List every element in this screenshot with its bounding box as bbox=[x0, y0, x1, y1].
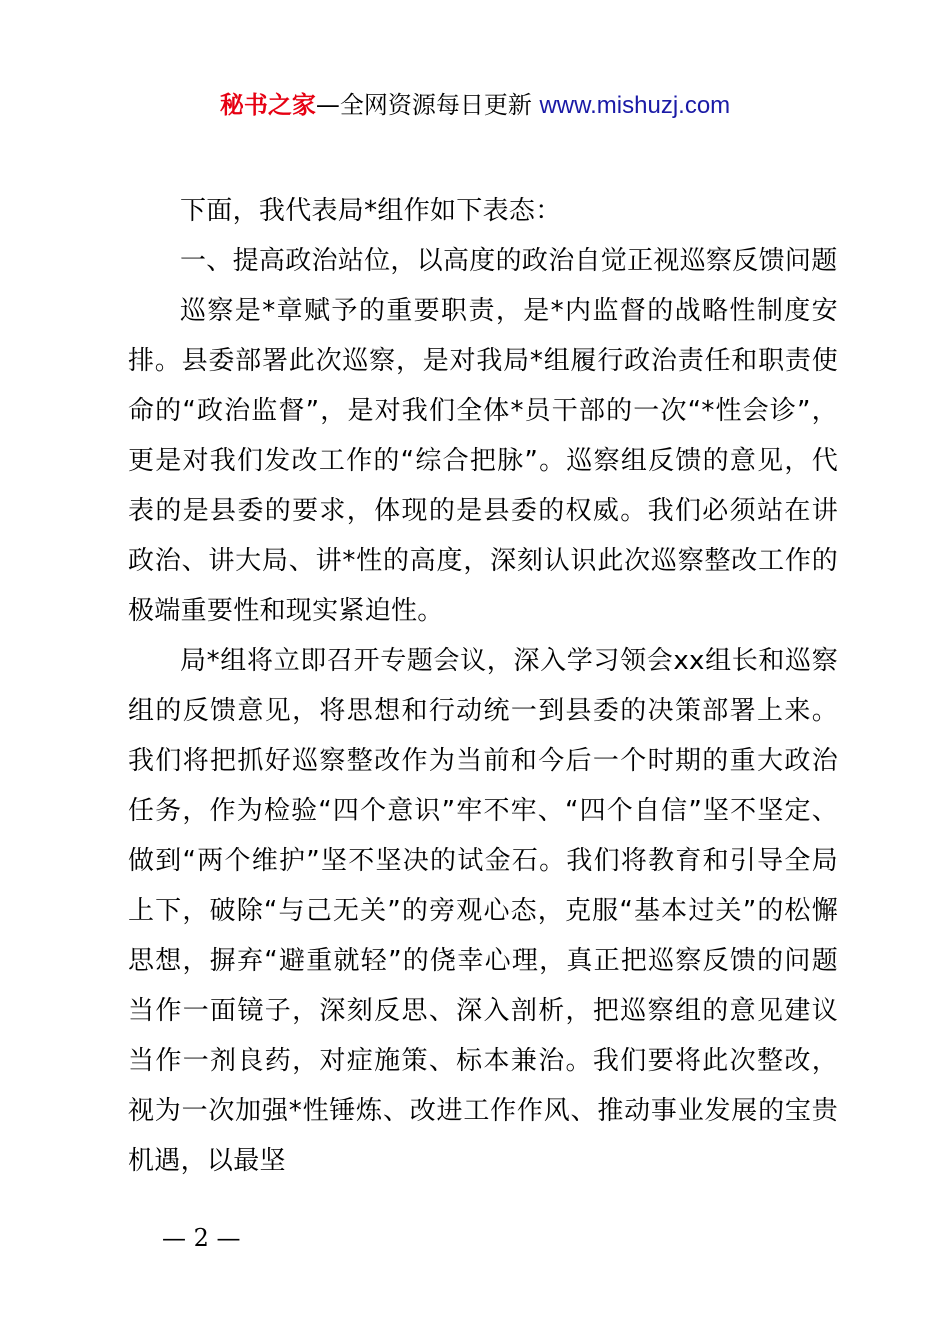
header-tagline: —全网资源每日更新 bbox=[315, 91, 540, 119]
intro-paragraph: 下面，我代表局*组作如下表态： bbox=[180, 196, 562, 226]
body-paragraph: 局*组将立即召开专题会议，深入学习领会xx组长和巡察组的反馈意见，将思想和行动统一到县委的决策部署上来。我们将把抓好巡察整改作为当前和今后一个时期的重大政治任务，作为检验“四个意识”牢不牢、“四个自信”坚不坚定、做到“两个维护”坚不坚决的试金石。我们将教育和引导全局上下，破除“与己无关”的旁观心态，克服“基本过关”的松懈思想，摒弃“避重就轻”的侥幸心理，真正把巡察反馈的问题当作一面镜子，深刻反思、深入剖析，把巡察组的意见建议当作一剂良药，对症施策、标本兼治。我们要将此次整改，视为一次加强*性锤炼、改进工作作风、推动事业发展的宝贵机遇，以最坚 bbox=[128, 646, 838, 1176]
brand-name: 秘书之家 bbox=[219, 91, 316, 119]
site-header bbox=[0, 88, 950, 123]
body-paragraph: 巡察是*章赋予的重要职责，是*内监督的战略性制度安排。县委部署此次巡察，是对我局*组履行政治责任和职责使命的“政治监督”，是对我们全体*员干部的一次“*性会诊”，更是对我们发改工作的“综合把脉”。巡察组反馈的意见，代表的是县委的要求，体现的是县委的权威。我们必须站在讲政治、讲大局、讲*性的高度，深刻认识此次巡察整改工作的极端重要性和现实紧迫性。 bbox=[128, 296, 838, 626]
site-url-link[interactable]: www.mishuzj.com bbox=[539, 92, 731, 119]
section-heading: 一、提高政治站位，以高度的政治自觉正视巡察反馈问题 bbox=[180, 246, 838, 276]
document-body bbox=[128, 186, 838, 1186]
page-number: — 2 — bbox=[162, 1224, 241, 1252]
